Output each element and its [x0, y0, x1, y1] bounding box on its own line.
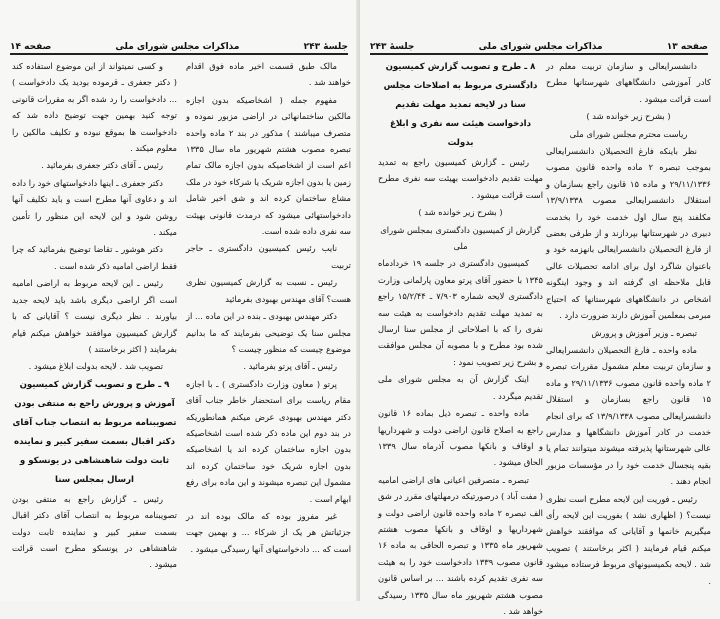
paragraph: مالک طبق قسمت اخیر ماده فوق اقدام خواهند شد .: [186, 61, 351, 88]
text-column: [378, 58, 543, 616]
paragraph: پرتو ( معاون وزارت دادگستری ) ـ با اجازه مقام ریاست برای استحضار خاطر جناب آقای دکتر مهندس بهبودی عرض میکنم همانطوریکه در بند دوم این ماده ذکر شده است اشخاصیکه بدون اجازه ساختمان کرده اند یا اشخاصیکه بدون اجازه شریک خود ساختمان کرده اند مشمول این تبصره میشوند و این ماده برای رفع ابهام است .: [186, 378, 351, 504]
text-column: [546, 58, 711, 598]
session-number: جلسهٔ ۲۴۳: [303, 42, 348, 52]
paragraph: مفهوم جمله ( اشخاصیکه بدون اجازه مالکین ساختمانهائی در اراضی مزبور نموده و متصرف میباشند ) مذکور در بند ۲ ماده واحده تبصره مصوب هشتم شهریور ماه سال ۱۳۳۵ اعم است از اشخاصیکه بدون اجازه مالک تمام زمین یا بدون اجازه شریک یا شرکاء خود در ملک مشاع ساختمان کرده اند و شق اخیر شامل دادخواستهائی میشود که درمدت قانونی بهیئت سه نفری داده شده است.: [186, 94, 351, 237]
paragraph: تبصره ـ متصرفین اعیانی های اراضی امامیه ( مفت آباد ) درصورتیکه درمهلتهای مقرر در شق الف تبصره ۲ ماده واحده قانون اراضی دولت و شهرداریها و اوقاف و بانکها مصوب هشتم شهریور ماه ۱۳۳۵ و تبصره الحاقی به ماده ۱۶ قانون مصوب ۱۳۳۹ دادخواست خود را به هیئت سه نفری تقدیم کرده باشند ... بر اساس قانون مصوب هشتم شهریور ماه سال ۱۳۳۵ رسیدگی خواهد شد .: [378, 474, 543, 616]
paragraph: نایب رئیس کمیسیون دادگستری ـ حاجر تربیت: [186, 243, 351, 270]
page-number: صفحه ۱۳: [666, 42, 708, 52]
paragraph: غیر مفروز بوده که مالک بوده اند در جزئیاتش هر یک از شرکاء ... و بهمین جهت است که ... دادخواستهای آنها رسیدگی میشود .: [186, 510, 351, 554]
paragraph: رئیس ـ گزارش راجع به منتفی بودن تصویبنامه مربوط به انتصاب آقای دکتر اقبال بسمت سفیر کبیر و نماینده ثابت دولت شاهنشاهی در یونسکو مطرح است قرائت میشود .: [12, 493, 177, 570]
paragraph: دکتر مهندس بهبودی ـ بنده در این ماده ... از مجلس سنا یک توضیحی بفرمایند که ما بدانیم موضوع چیست که منظور چیست ؟: [186, 311, 351, 354]
paragraph: رئیس ـ نسبت به گزارش کمیسیون نظری هست؟ آقای مهندس بهبودی بفرمائید: [186, 277, 351, 304]
session-number: جلسهٔ ۲۴۳: [370, 42, 415, 52]
paragraph: ماده واحده ـ تبصره ذیل بماده ۱۶ قانون راجع به اصلاح قانون اراضی دولت و شهرداریها و اوقاف و بانکها مصوب آذرماه سال ۱۳۳۹ الحاق میشود .: [378, 408, 543, 468]
paragraph: رئیس ـ فوریت این لایحه مطرح است نظری نیست؟ ( اظهاری نشد ) بفوریت این لایحه رأی میگیریم خانمها و آقایانی که موافقند خواهش میکنم قیام فرمایند ( اکثر برخاستند ) تصویب شد . لایحه بکمیسیونهای مربوط فرستاده میشود .: [546, 493, 711, 586]
paragraph: اینک گزارش آن به مجلس شورای ملی تقدیم میگردد .: [378, 374, 543, 401]
centered-line: ( بشرح زیر خوانده شد ): [586, 111, 671, 122]
paragraph: کمیسیون دادگستری در جلسه ۱۹ خردادماه ۱۳۴۵ با حضور آقای پرتو معاون پارلمانی وزارت دادگستری لایحه شماره ۷/۹۰۳ ـ ۱۵/۲/۴۴ راجع به تمدید مهلت تقدیم دادخواست به هیئت سه نفری را که با اصلاحاتی از مجلس سنا ارسال شده بود مطرح و با مصوبه آن مجلس موافقت و بشرح زیر تصویب نمود :: [378, 258, 543, 367]
paragraph: ماده واحده ـ فارغ التحصیلان دانشسرایعالی و سازمان تربیت معلم مشمول مقررات تبصره ۲ ماده واحده قانون مصوب ۲۹/۱۱/۱۳۳۶ و ماده ۱۵ قانون راجع بسازمان و استقلال دانشسرایعالی مصوب ۱۳/۹/۱۳۳۸ که برای انجام خدمت در کادر آموزش دانشگاهها و مدارس عالی شهرستانها پذیرفته میشوند میتوانند تمام یا بقیه پنجسال خدمت خود را در مؤسسات مزبور انجام دهند .: [546, 344, 711, 487]
paragraph: رئیس ـ گزارش کمیسیون راجع به تمدید مهلت تقدیم دادخواست بهیئت سه نفری مطرح است قرائت میشود .: [378, 157, 543, 200]
centered-line: ریاست محترم مجلس شورای ملی: [569, 128, 688, 139]
paragraph: دکتر جعفری ـ اینها دادخواستهای خود را داده اند و دعاوی آنها مطرح است و باید تکلیف آنها روشن شود و این لایحه این منظور را تأمین میکند .: [12, 177, 177, 238]
paragraph: رئیس ـ آقای دکتر جعفری بفرمائید .: [41, 160, 163, 171]
page-number: صفحه ۱۴: [10, 42, 52, 52]
paragraph: تبصره ـ وزیر آموزش و پرورش: [591, 327, 697, 338]
paragraph: و کسی نمیتواند از این موضوع استفاده کند ( دکتر جعفری ـ قرموده بودید یک دادخواست ) ... دادخواست را رد شده اگر به مقررات قانونی توجه کنید بهمین جهت توضیح داده شد که دادخواست ها بموقع نبوده و تکلیف مالکین را معلوم میکند .: [12, 61, 177, 154]
text-column: [186, 58, 351, 598]
running-title: مذاکرات مجلس شورای ملی: [478, 42, 603, 52]
right-page: [360, 0, 720, 616]
centered-line: ( بشرح زیر خوانده شد ): [418, 207, 503, 218]
paragraph: نظر باینکه فارغ التحصیلان دانشسرایعالی بموجب تبصره ۲ ماده واحده قانون مصوب ۲۹/۱۱/۱۳۳۶ و ماده ۱۵ قانون راجع بسازمان و استقلال دانشسرایعالی مصوب ۱۳/۹/۱۳۳۸ مکلفند پنج سال اول خدمت خود را بخدمت دبیری در شهرستانها بپردازند و از طرفی بعضی از فارغ التحصیلان دانشسرایعالی بانهزمه خود و باعنوان شاگرد اول برای ادامه تحصیلات عالی قابل ملاحظه ای گرفته اند و وجود اینگونه اشخاص در دانشگاههای شهرستانها که احتیاج مبرمی بمعلمین آموزش دارند ضرورت دارد .: [546, 146, 712, 321]
section-heading: ۹ ـ طرح و تصویب گزارش کمیسیون آموزش و پرورش راجع به منتفی بودن تصویبنامه مربوط به انتصاب جناب آقای دکتر اقبال بسمت سفیر کبیر و نماینده ثابت دولت شاهنشاهی در یونسکو و ارسال بمجلس سنا: [12, 379, 177, 485]
paragraph: دانشسرایعالی و سازمان تربیت معلم در کادر آموزشی دانشگاههای شهرستانها مطرح است قرائت میشود .: [546, 61, 711, 104]
paragraph: رئیس ـ آقای پرتو بفرمائید .: [243, 361, 337, 372]
section-heading: ۸ ـ طرح و تصویب گزارش کمیسیون دادگستری مربوط به اصلاحات مجلس سنا در لایحه تمدید مهلت تقدیم دادخواست هیئت سه نفری و ابلاغ بدولت: [383, 62, 538, 148]
left-page: [0, 0, 360, 601]
header-rule: [370, 53, 708, 55]
right-page-header: [370, 38, 708, 52]
paragraph: دکتر هوشور ـ تقاضا توضیح بفرمائید که چرا فقط اراضی امامیه ذکر شده است .: [12, 244, 177, 271]
centered-line: گزارش از کمیسیون دادگستری بمجلس شورای ملی: [380, 224, 541, 252]
left-page-header: [10, 38, 348, 52]
header-rule: [10, 53, 348, 55]
text-column: [12, 58, 177, 598]
running-title: مذاکرات مجلس شورای ملی: [115, 42, 240, 52]
paragraph: تصویب شد . لایحه بدولت ابلاغ میشود .: [28, 361, 163, 372]
paragraph: رئیس ـ این لایحه مربوط به اراضی امامیه است اگر اراضی دیگری باشد باید لایحه جدید بیاورند . نظر دیگری نیست ؟ آقایانی که با گزارش کمیسیون موافقند خواهش میکنم قیام بفرمایند ( اکثر برخاستند ): [12, 278, 177, 354]
